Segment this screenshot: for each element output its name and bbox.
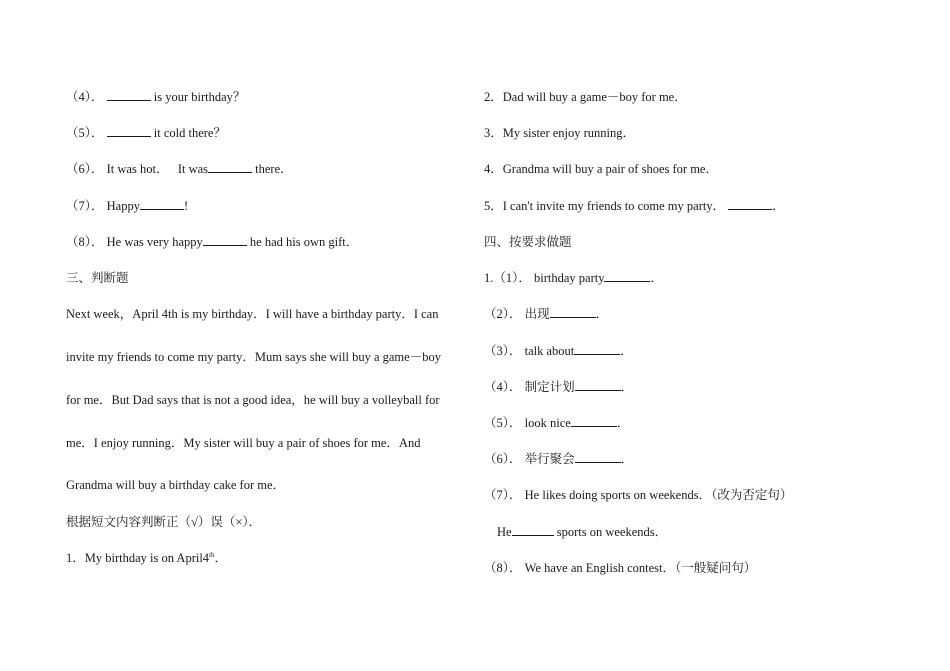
judge-item-3: 3．My sister enjoy running． <box>484 126 636 140</box>
task-1-7: （7）． He likes doing sports on weekends．（改为否定句） <box>484 488 793 502</box>
judge-item-1: 1．My birthday is on April4th． <box>66 550 228 565</box>
answer-blank[interactable] <box>550 306 596 318</box>
answer-blank[interactable] <box>728 198 772 210</box>
section-3-title: 三、判断题 <box>66 271 129 285</box>
answer-blank[interactable] <box>208 161 252 173</box>
answer-blank[interactable] <box>512 524 554 536</box>
question-7: （7）． Happy ! <box>66 199 189 213</box>
task-1-5: （5）． look nice ． <box>484 416 630 430</box>
section-4-title: 四、按要求做题 <box>484 235 572 249</box>
answer-blank[interactable] <box>203 234 247 246</box>
task-1-3: （3）． talk about ． <box>484 344 633 358</box>
answer-blank[interactable] <box>571 415 617 427</box>
answer-blank[interactable] <box>574 343 620 355</box>
question-5: （5）． it cold there？ <box>66 126 226 140</box>
judge-item-2: 2．Dad will buy a game－boy for me． <box>484 90 687 104</box>
passage-line-2: invite my friends to come my party．Mum says she will buy a game－boy <box>66 350 441 364</box>
question-8: （8）． He was very happy he had his own gift． <box>66 235 359 249</box>
task-1-4: （4）． 制定计划 ． <box>484 380 634 394</box>
answer-blank[interactable] <box>140 198 184 210</box>
judge-item-4: 4．Grandma will buy a pair of shoes for me． <box>484 162 718 176</box>
answer-blank[interactable] <box>107 89 151 101</box>
task-1-1: 1.（1）． birthday party ． <box>484 271 663 285</box>
answer-blank[interactable] <box>107 125 151 137</box>
passage-line-4: me．I enjoy running．My sister will buy a pair of shoes for me．And <box>66 436 421 450</box>
answer-blank[interactable] <box>575 451 621 463</box>
answer-blank[interactable] <box>604 270 650 282</box>
task-1-8: （8）． We have an English contest．（一般疑问句） <box>484 561 757 575</box>
question-6: （6）． It was hot． It was there． <box>66 162 293 176</box>
passage-line-5: Grandma will buy a birthday cake for me． <box>66 478 286 492</box>
passage-line-3: for me．But Dad says that is not a good idea，he will buy a volleyball for <box>66 393 440 407</box>
judge-instruction: 根据短文内容判断正（√）误（×）． <box>66 515 262 529</box>
judge-item-5: 5．I can't invite my friends to come my party． ． <box>484 199 785 213</box>
answer-blank[interactable] <box>575 379 621 391</box>
task-1-7-answer: He sports on weekends． <box>497 525 668 539</box>
question-4: （4）． is your birthday？ <box>66 90 246 104</box>
task-1-2: （2）． 出现 ． <box>484 307 609 321</box>
task-1-6: （6）． 举行聚会 ． <box>484 452 634 466</box>
passage-line-1: Next week，April 4th is my birthday．I will have a birthday party．I can <box>66 307 439 321</box>
